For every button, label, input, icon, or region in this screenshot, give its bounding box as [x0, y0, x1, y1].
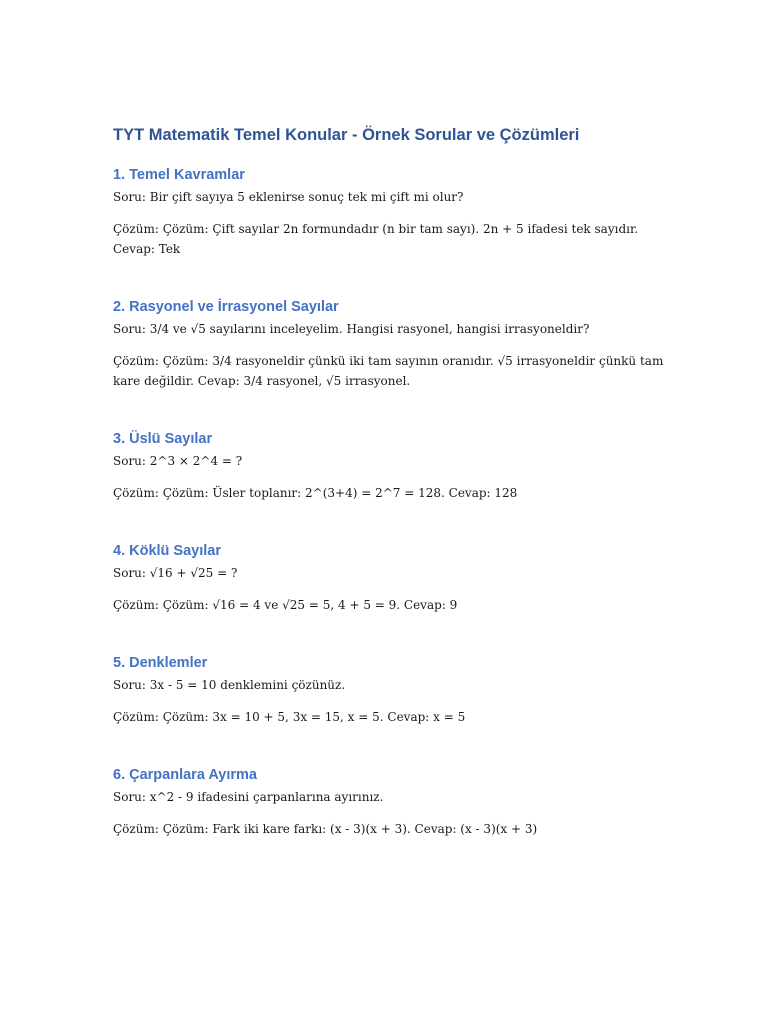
solution-text: Çözüm: Çözüm: 3/4 rasyoneldir çünkü iki tam sayının oranıdır. √5 irrasyoneldir çünkü tam kare değildir. Cevap: 3/4 rasyonel, √5 irrasyonel. — [113, 354, 664, 388]
solution-text: Çözüm: Çözüm: Çift sayılar 2n formundadır (n bir tam sayı). 2n + 5 ifadesi tek sayıdır. Cevap: Tek — [113, 222, 639, 256]
question-text: Soru: 2^3 × 2^4 = ? — [113, 454, 243, 468]
section-heading: 5. Denklemler — [113, 655, 208, 671]
document-page — [113, 122, 673, 877]
question-text: Soru: 3x - 5 = 10 denklemini çözünüz. — [113, 678, 346, 692]
section-heading: 2. Rasyonel ve İrrasyonel Sayılar — [113, 299, 339, 315]
section-heading: 4. Köklü Sayılar — [113, 543, 221, 559]
solution-text: Çözüm: Çözüm: √16 = 4 ve √25 = 5, 4 + 5 = 9. Cevap: 9 — [113, 598, 458, 612]
question-text: Soru: x^2 - 9 ifadesini çarpanlarına ayırınız. — [113, 790, 384, 804]
section-denklemler — [113, 653, 673, 727]
section-koklu-sayilar — [113, 541, 673, 615]
solution-text: Çözüm: Çözüm: Üsler toplanır: 2^(3+4) = 2^7 = 128. Cevap: 128 — [113, 486, 518, 500]
section-carpanlara-ayirma — [113, 765, 673, 839]
solution-text: Çözüm: Çözüm: 3x = 10 + 5, 3x = 15, x = 5. Cevap: x = 5 — [113, 710, 466, 724]
section-heading: 3. Üslü Sayılar — [113, 431, 213, 447]
section-rasyonel-irrasyonel — [113, 297, 673, 391]
section-heading: 1. Temel Kavramlar — [113, 167, 245, 183]
question-text: Soru: √16 + √25 = ? — [113, 566, 238, 580]
question-text: Soru: 3/4 ve √5 sayılarını inceleyelim. Hangisi rasyonel, hangisi irrasyoneldir? — [113, 322, 590, 336]
section-heading: 6. Çarpanlara Ayırma — [113, 767, 257, 783]
solution-text: Çözüm: Çözüm: Fark iki kare farkı: (x - 3)(x + 3). Cevap: (x - 3)(x + 3) — [113, 822, 538, 836]
section-uslu-sayilar — [113, 429, 673, 503]
question-text: Soru: Bir çift sayıya 5 eklenirse sonuç tek mi çift mi olur? — [113, 190, 464, 204]
section-temel-kavramlar — [113, 165, 673, 259]
document-title: TYT Matematik Temel Konular - Örnek Sorular ve Çözümleri — [113, 126, 580, 144]
